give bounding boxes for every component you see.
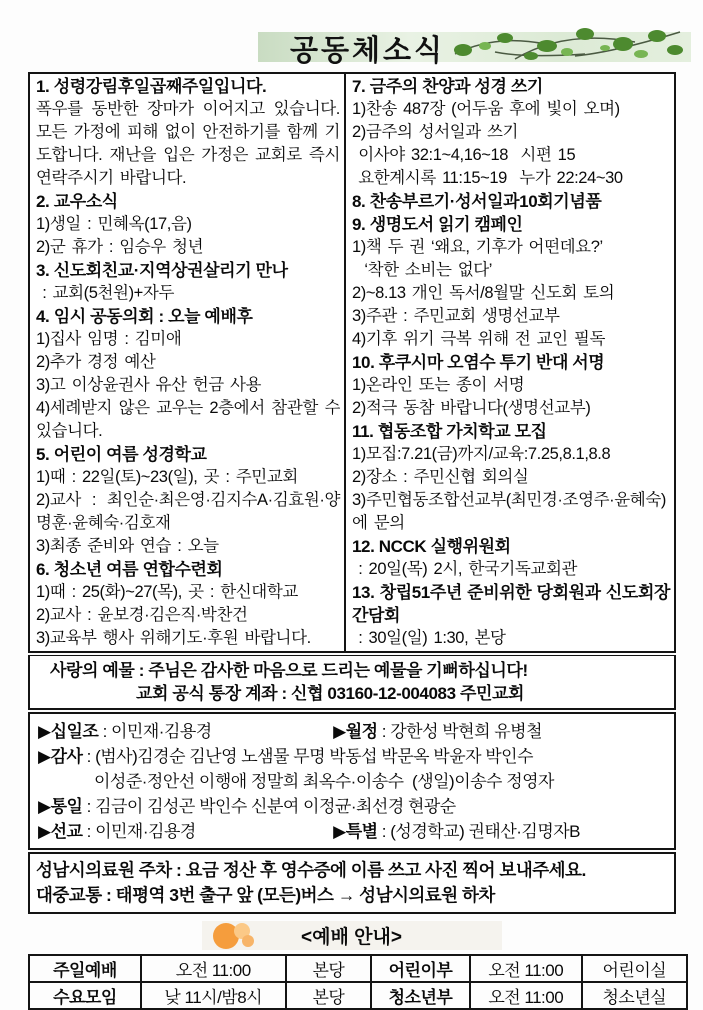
notice-line: 1)온라인 또는 종이 서명 bbox=[352, 376, 525, 394]
transport-box bbox=[28, 852, 676, 914]
notice-line: ‘착한 소비는 없다’ bbox=[352, 261, 493, 279]
notice-line: 2)장소 : 주민신협 회의실 bbox=[352, 468, 529, 486]
offering-names-row bbox=[38, 819, 666, 844]
offering-names-box bbox=[28, 712, 676, 850]
notice-line: 2)추가 경정 예산 bbox=[36, 353, 156, 371]
offering-names-entry bbox=[38, 719, 333, 744]
offering-box bbox=[28, 655, 676, 710]
notices-column-right bbox=[344, 74, 674, 651]
notice-line: 폭우를 동반한 장마가 이어지고 있습니다. 모든 가정에 피해 없이 안전하기를 함께 기도합니다. 재난을 입은 가정은 교회로 즉시 연락주시기 바랍니다. bbox=[36, 100, 347, 187]
notice-line: : 교회(5천원)+자두 bbox=[36, 284, 174, 302]
notice-title: 12. NCCK 실행위원회 bbox=[352, 537, 511, 556]
worship-cell: 주일예배 bbox=[29, 955, 141, 982]
notice-line: 2)적극 동참 바랍니다(생명선교부) bbox=[352, 399, 591, 417]
offering-category-label: ▶선교 bbox=[38, 822, 83, 841]
leaves-icon bbox=[435, 24, 685, 71]
worship-cell: 청소년부 bbox=[371, 982, 470, 1009]
worship-table bbox=[28, 954, 688, 1010]
notice-title: 7. 금주의 찬양과 성경 쓰기 bbox=[352, 77, 543, 96]
worship-cell: 낮 11시/밤8시 bbox=[141, 982, 286, 1009]
notice-line: 1)때 : 22일(토)~23(일), 곳 : 주민교회 bbox=[36, 468, 298, 486]
offering-names-value: : 이민재·김용경 bbox=[98, 722, 212, 741]
notice-line: 3)최종 준비와 연습 : 오늘 bbox=[36, 537, 219, 555]
notice-title: 9. 생명도서 읽기 캠페인 bbox=[352, 215, 523, 234]
notice-title: 11. 협동조합 가치학교 모집 bbox=[352, 422, 547, 441]
orange-blob-icon bbox=[208, 922, 272, 955]
notice-line: 요한계시록 11:15~19 누가 22:24~30 bbox=[352, 169, 623, 187]
notice-line: 2)~8.13 개인 독서/8월말 신도회 토의 bbox=[352, 284, 615, 302]
worship-cell: 본당 bbox=[286, 955, 372, 982]
notices-box bbox=[28, 72, 676, 653]
offering-names-entry bbox=[38, 819, 333, 844]
offering-names-entry bbox=[38, 744, 533, 769]
offering-names-value: : (성경학교) 권태산·김명자B bbox=[377, 822, 581, 841]
offering-names-value: : (범사)김경순 김난영 노샘물 무명 박동섭 박문옥 박윤자 박인수 bbox=[82, 747, 534, 766]
notice-line: 이사야 32:1~4,16~18 시편 15 bbox=[352, 146, 576, 164]
worship-cell: 수요모임 bbox=[29, 982, 141, 1009]
worship-row bbox=[29, 955, 687, 982]
worship-cell: 청소년실 bbox=[582, 982, 687, 1009]
offering-category-label: ▶통일 bbox=[38, 797, 83, 816]
notice-line: 1)집사 임명 : 김미애 bbox=[36, 330, 182, 348]
notice-title: 6. 청소년 여름 연합수련회 bbox=[36, 560, 223, 579]
notice-line: 3)고 이상윤권사 유산 헌금 사용 bbox=[36, 376, 262, 394]
notice-line: 2)교사 : 윤보경·김은직·박찬건 bbox=[36, 606, 248, 624]
worship-header-band bbox=[202, 921, 502, 950]
offering-names-entry bbox=[333, 819, 580, 844]
notice-line: 1)때 : 25(화)~27(목), 곳 : 한신대학교 bbox=[36, 583, 298, 601]
offering-names-row bbox=[38, 719, 666, 744]
notice-line: 3)교육부 행사 위해기도·후원 바랍니다. bbox=[36, 629, 311, 647]
notice-title: 2. 교우소식 bbox=[36, 192, 118, 211]
offering-account: 교회 공식 통장 계좌 : 신협 03160-12-004083 주민교회 bbox=[136, 684, 525, 703]
offering-names-row bbox=[38, 769, 666, 794]
notice-line: 1)책 두 권 ‘왜요, 기후가 어떤데요?’ bbox=[352, 238, 603, 256]
notice-title: 13. 창립51주년 준비위한 당회원과 신도회장 간담회 bbox=[352, 583, 675, 625]
worship-row bbox=[29, 982, 687, 1009]
offering-names-row bbox=[38, 744, 666, 769]
offering-message: 사랑의 예물 : 주님은 감사한 마음으로 드리는 예물을 기뻐하십니다! bbox=[50, 661, 528, 680]
notice-title: 8. 찬송부르기·성서일과10회기념품 bbox=[352, 192, 602, 211]
transit-info: 대중교통 : 태평역 3번 출구 앞 (모든)버스 → 성남시의료원 하차 bbox=[36, 885, 495, 905]
notice-line: 2)군 휴가 : 임승우 청년 bbox=[36, 238, 204, 256]
offering-names-value: : 강한성 박현희 유병철 bbox=[377, 722, 542, 741]
offering-names-value: : 이민재·김용경 bbox=[82, 822, 196, 841]
parking-info: 성남시의료원 주차 : 요금 정산 후 영수증에 이름 쓰고 사진 찍어 보내주세요. bbox=[36, 860, 586, 880]
worship-cell: 어린이부 bbox=[371, 955, 470, 982]
notice-line: 2)교사 : 최인순·최은영·김지수A·김효원·양명훈·윤혜숙·김호재 bbox=[36, 491, 340, 532]
offering-category-label: ▶특별 bbox=[333, 822, 378, 841]
page-title: 공동체소식 bbox=[290, 35, 446, 67]
notice-line: 3)주민협동조합선교부(최민경·조영주·윤혜숙)에 문의 bbox=[352, 491, 666, 532]
notice-line: 1)찬송 487장 (어두움 후에 빛이 오며) bbox=[352, 100, 620, 118]
notice-title: 4. 임시 공동의회 : 오늘 예배후 bbox=[36, 307, 253, 326]
notice-title: 10. 후쿠시마 오염수 투기 반대 서명 bbox=[352, 353, 605, 372]
worship-cell: 어린이실 bbox=[582, 955, 687, 982]
notice-line: 4)기후 위기 극복 위해 전 교인 필독 bbox=[352, 330, 605, 348]
offering-names-entry bbox=[333, 719, 542, 744]
notice-line: 1)모집:7.21(금)까지/교육:7.25,8.1,8.8 bbox=[352, 445, 611, 463]
worship-cell: 본당 bbox=[286, 982, 372, 1009]
notices-column-left bbox=[30, 74, 347, 651]
notice-title: 5. 어린이 여름 성경학교 bbox=[36, 445, 207, 464]
worship-cell: 오전 11:00 bbox=[141, 955, 286, 982]
title-row bbox=[258, 30, 691, 67]
worship-cell: 오전 11:00 bbox=[470, 955, 582, 982]
notice-title: 3. 신도회친교·지역상권살리기 만나 bbox=[36, 261, 288, 280]
worship-header-title: <예배 안내> bbox=[301, 927, 402, 948]
notice-line: 1)생일 : 민혜옥(17,음) bbox=[36, 215, 192, 233]
offering-category-label: ▶감사 bbox=[38, 747, 83, 766]
notice-line: 4)세례받지 않은 교우는 2층에서 참관할 수 있습니다. bbox=[36, 399, 347, 440]
notice-line: 2)금주의 성서일과 쓰기 bbox=[352, 123, 519, 141]
offering-names-entry bbox=[38, 769, 554, 794]
offering-names-row bbox=[38, 794, 666, 819]
notice-line: 3)주관 : 주민교회 생명선교부 bbox=[352, 307, 560, 325]
offering-category-label: ▶월정 bbox=[333, 722, 378, 741]
notice-title: 1. 성령강림후일곱째주일입니다. bbox=[36, 77, 267, 96]
offering-names-value: : 김금이 김성곤 박인수 신분여 이정균·최선경 현광순 bbox=[82, 797, 456, 816]
offering-names-value: 이성준·정안선 이행애 정말희 최옥수·이송수 (생일)이송수 정영자 bbox=[94, 772, 554, 791]
worship-cell: 오전 11:00 bbox=[470, 982, 582, 1009]
offering-names-entry bbox=[38, 794, 456, 819]
offering-category-label: ▶십일조 bbox=[38, 722, 99, 741]
notice-line: : 30일(일) 1:30, 본당 bbox=[352, 629, 506, 647]
worship-table-body bbox=[29, 955, 687, 1009]
notice-line: : 20일(목) 2시, 한국기독교회관 bbox=[352, 560, 578, 578]
